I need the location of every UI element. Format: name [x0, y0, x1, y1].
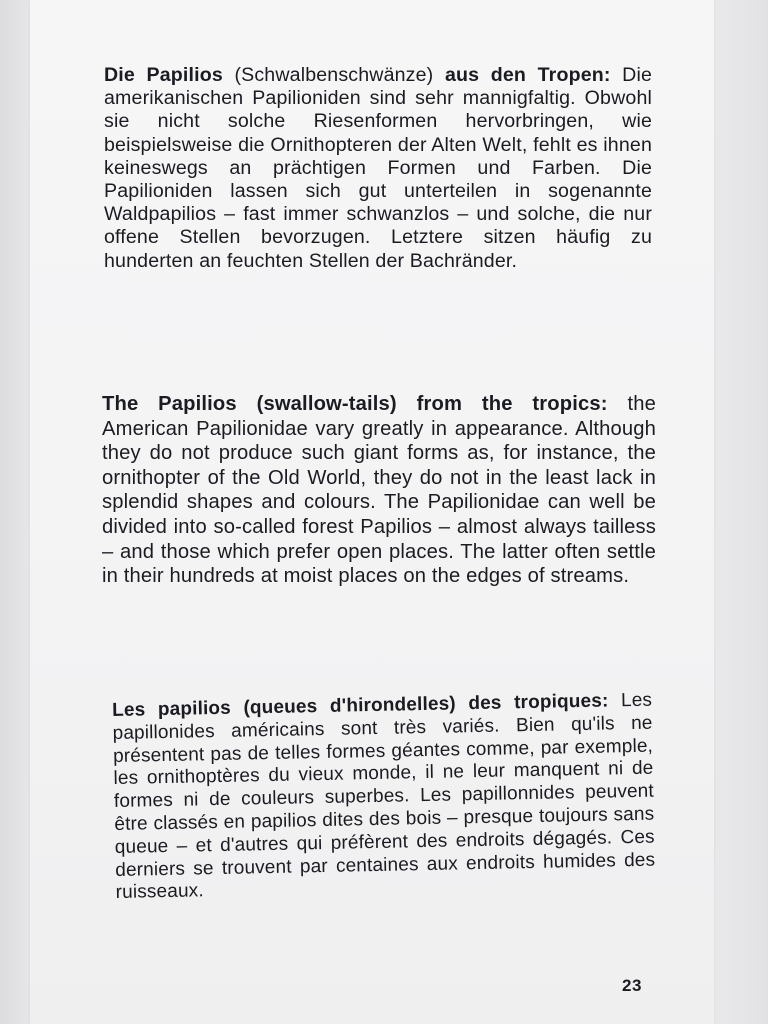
german-lead-parenthetical: (Schwalbenschwänze): [222, 64, 445, 86]
german-lead: Die Papilios: [104, 64, 223, 86]
paragraph-german: [104, 64, 652, 273]
page-number: 23: [622, 976, 642, 995]
french-lead: Les papilios (queues d'hirondelles) des tropiques:: [112, 690, 609, 721]
german-lead-end: aus den Tropen:: [444, 64, 611, 86]
french-body: Les papillonides américains sont très variés. Bien qu'ils ne présentent pas de telles formes géantes comme, par exemple, les ornithoptères du vieux monde, il ne leur manquent ni de formes ni de couleurs superbes. Les papillonnides peuvent être classés en papilios dites des bois – presque toujours sans queue – et d'autres qui préfèrent des endroits dégagés. Ces derniers se trouvent par centaines aux endroits humides des ruisseaux.: [112, 689, 656, 904]
english-lead: The Papilios (swallow-tails) from the tropics:: [102, 393, 608, 415]
book-page: [30, 0, 714, 1024]
english-body: the American Papilionidae vary greatly in appearance. Although they do not produce such giant forms as, for instance, the ornithopter of the Old World, they do not in the least lack in splendid shapes and colours. The Papilionidae can well be divided into so-called forest Papilios – almost always tailless – and those which prefer open places. The latter often settle in their hundreds at moist places on the edges of streams.: [102, 393, 656, 588]
paragraph-english: [102, 392, 656, 589]
paragraph-french: [112, 690, 656, 906]
german-body: Die amerikanischen Papilioniden sind sehr mannigfaltig. Obwohl sie nicht solche Riesenformen hervorbringen, wie beispielsweise die Ornithopteren der Alten Welt, fehlt es ihnen keineswegs an prächtigen Formen und Farben. Die Papilioniden lassen sich gut unterteilen in sogenannte Waldpapilios – fast immer schwanzlos – und solche, die nur offene Stellen bevorzugen. Letztere sitzen häufig zu hunderten an feuchten Stellen der Bachränder.: [104, 64, 652, 272]
